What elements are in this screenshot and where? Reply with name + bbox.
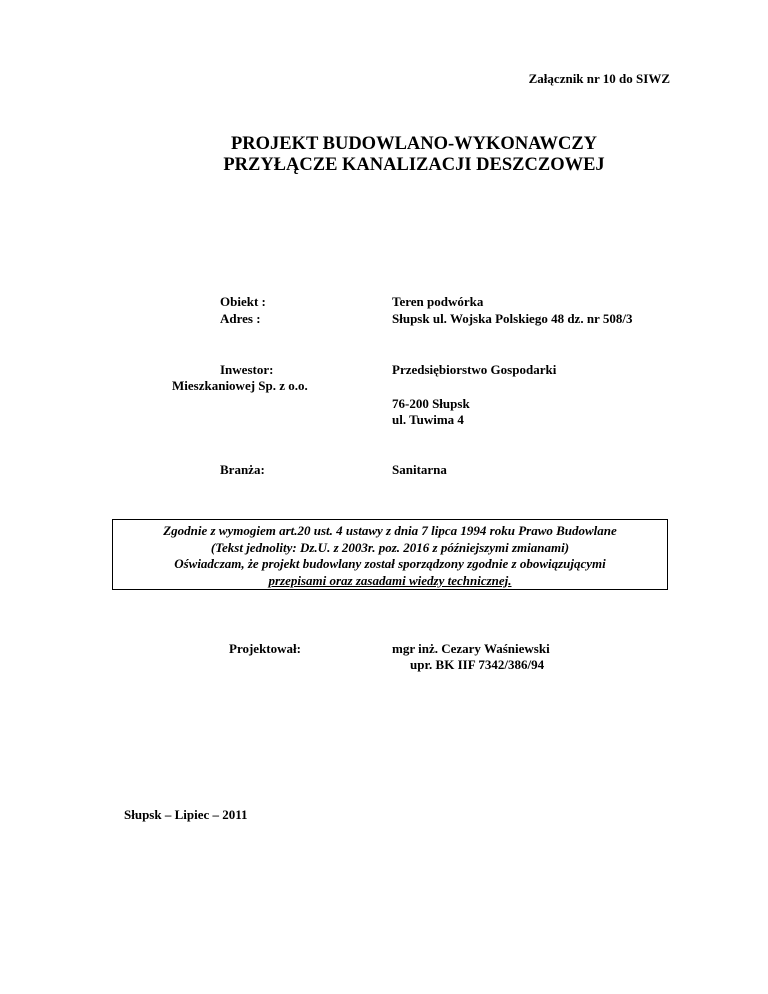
investor-value: Przedsiębiorstwo Gospodarki [392, 362, 557, 377]
designer-license: upr. BK IIF 7342/386/94 [410, 657, 545, 672]
notice-line-4: przepisami oraz zasadami wiedzy technicznej. [268, 572, 512, 588]
title-line-1: PROJEKT BUDOWLANO-WYKONAWCZY [230, 134, 598, 154]
investor-label-continuation: Mieszkaniowej Sp. z o.o. [172, 378, 308, 393]
notice-line-1: Zgodnie z wymogiem art.20 ust. 4 ustawy z dnia 7 lipca 1994 roku Prawo Budowlane [163, 523, 617, 538]
place-date-footer: Słupsk – Lipiec – 2011 [124, 807, 248, 822]
address-value: Słupsk ul. Wojska Polskiego 48 dz. nr 508/3 [392, 311, 633, 326]
attachment-label: Załącznik nr 10 do SIWZ [528, 71, 670, 86]
address-label: Adres : [220, 311, 261, 326]
object-label: Obiekt : [220, 294, 266, 309]
title-line-2: PRZYŁĄCZE KANALIZACJI DESZCZOWEJ [223, 155, 605, 175]
designer-name: mgr inż. Cezary Waśniewski [392, 641, 550, 656]
investor-postal-code: 76-200 Słupsk [392, 396, 470, 411]
notice-line-2: (Tekst jednolity: Dz.U. z 2003r. poz. 2016 z późniejszymi zmianami) [210, 539, 570, 555]
branch-label: Branża: [220, 462, 265, 477]
object-value: Teren podwórka [392, 294, 484, 309]
document-title [0, 134, 768, 176]
investor-label: Inwestor: [220, 362, 274, 377]
compliance-notice-box [112, 519, 668, 590]
designer-label: Projektował: [229, 641, 301, 656]
investor-street: ul. Tuwima 4 [392, 412, 464, 427]
branch-value: Sanitarna [392, 462, 447, 477]
notice-line-3: Oświadczam, że projekt budowlany został sporządzony zgodnie z obowiązującymi [174, 556, 606, 571]
